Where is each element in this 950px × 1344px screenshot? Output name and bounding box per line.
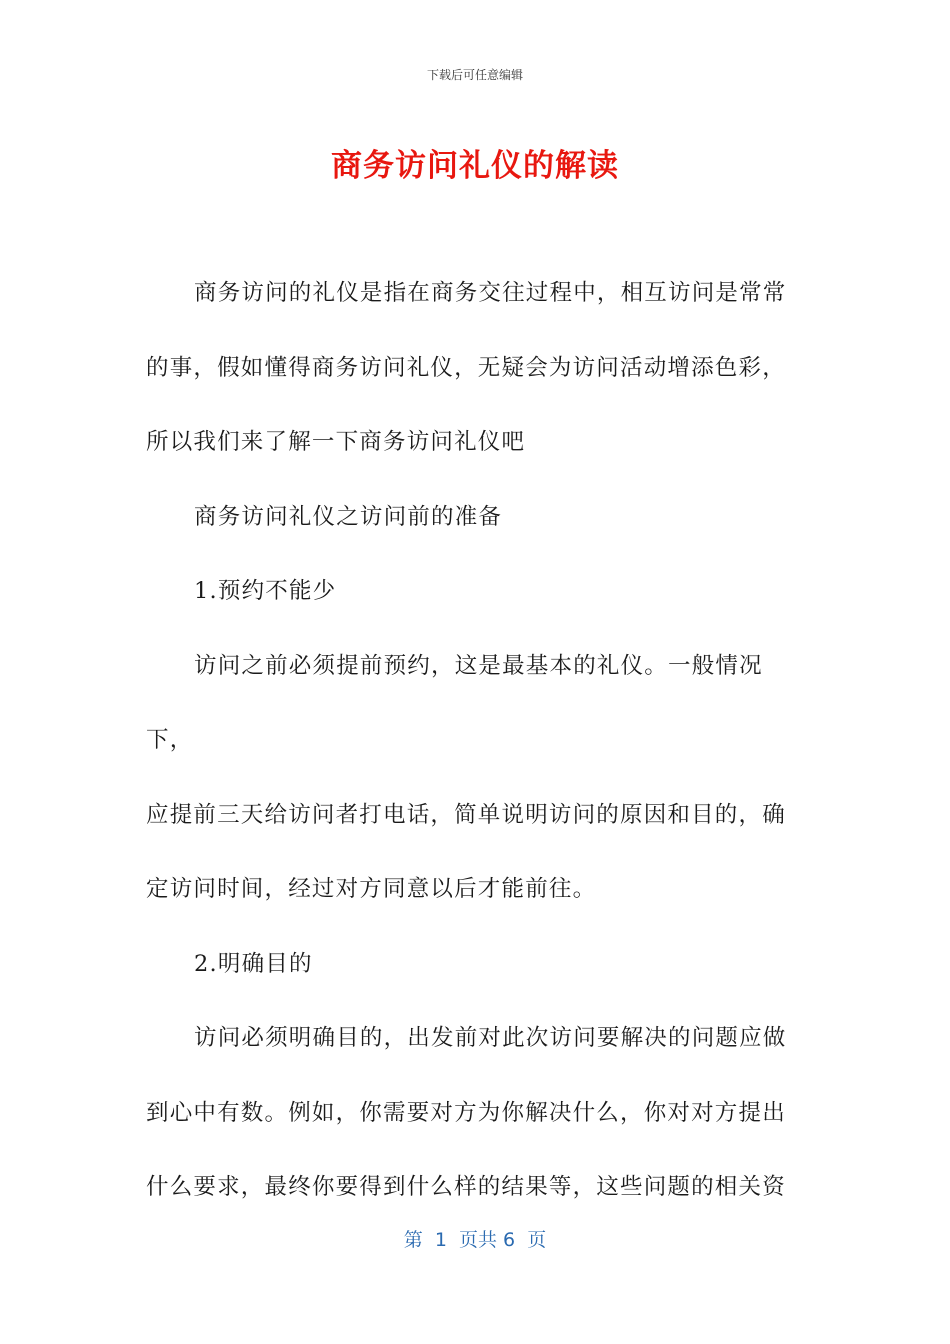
paragraph-line: 访问必须明确目的，出发前对此次访问要解决的问题应做	[194, 1025, 787, 1051]
paragraph-line: 商务访问的礼仪是指在商务交往过程中，相互访问是常常	[194, 280, 787, 306]
paragraph-line: 什么要求，最终你要得到什么样的结果等，这些问题的相关资	[146, 1174, 786, 1200]
list-item-heading: 2.明确目的	[194, 950, 313, 977]
page-footer: 第 1 页共 6 页	[403, 1229, 547, 1251]
paragraph-line: 应提前三天给访问者打电话，简单说明访问的原因和目的，确	[146, 801, 786, 828]
document-title: 商务访问礼仪的解读	[331, 148, 619, 184]
section-heading: 商务访问礼仪之访问前的准备	[194, 503, 503, 530]
header-note: 下载后可任意编辑	[426, 68, 523, 82]
paragraph-line: 访问之前必须提前预约，这是最基本的礼仪。一般情况下，	[146, 652, 763, 753]
paragraph-line: 的事，假如懂得商务访问礼仪，无疑会为访问活动增添色彩，	[146, 354, 786, 381]
paragraph-line: 定访问时间，经过对方同意以后才能前往。	[146, 876, 597, 902]
paragraph-line: 所以我们来了解一下商务访问礼仪吧	[146, 429, 526, 455]
paragraph-line: 到心中有数。例如，你需要对方为你解决什么，你对对方提出	[146, 1099, 786, 1126]
document-body	[146, 256, 806, 1225]
list-item-heading: 1.预约不能少	[194, 578, 337, 604]
